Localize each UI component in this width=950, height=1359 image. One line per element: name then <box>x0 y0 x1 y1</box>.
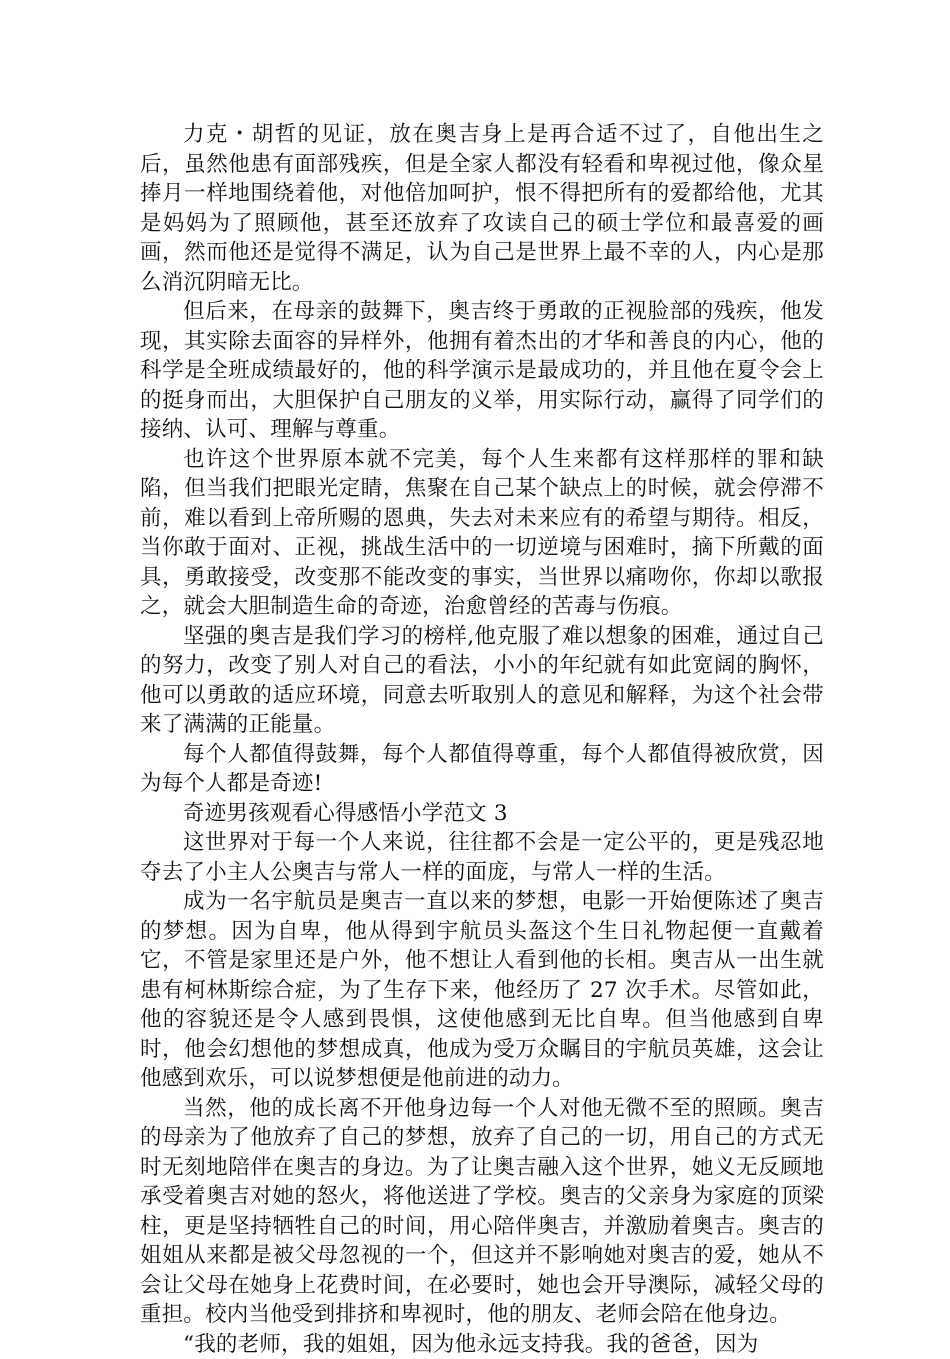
paragraph-5: 每个人都值得鼓舞，每个人都值得尊重，每个人都值得被欣赏，因为每个人都是奇迹! <box>140 740 824 799</box>
document-body <box>140 120 824 1359</box>
section-paragraph-3: 当然，他的成长离不开他身边每一个人对他无微不至的照顾。奥吉的母亲为了他放弃了自己的梦想，放弃了自己的一切，用自己的方式无时无刻地陪伴在奥吉的身边。为了让奥吉融入这个世界，她义无反顾地承受着奥吉对她的怒火，将他送进了学校。奥吉的父亲身为家庭的顶梁柱，更是坚持牺牲自己的时间，用心陪伴奥吉，并激励着奥吉。奥吉的姐姐从来都是被父母忽视的一个，但这并不影响她对奥吉的爱，她从不会让父母在她身上花费时间，在必要时，她也会开导澳际，减轻父母的重担。校内当他受到排挤和卑视时，他的朋友、老师会陪在他身边。 <box>140 1094 824 1330</box>
paragraph-4: 坚强的奥吉是我们学习的榜样,他克服了难以想象的困难，通过自己的努力，改变了别人对自己的看法，小小的年纪就有如此宽阔的胸怀，他可以勇敢的适应环境，同意去听取别人的意见和解释，为这个社会带来了满满的正能量。 <box>140 622 824 740</box>
paragraph-1: 力克・胡哲的见证，放在奥吉身上是再合适不过了，自他出生之后，虽然他患有面部残疾，但是全家人都没有轻看和卑视过他，像众星捧月一样地围绕着他，对他倍加呵护，恨不得把所有的爱都给他，尤其是妈妈为了照顾他，甚至还放弃了攻读自己的硕士学位和最喜爱的画画，然而他还是觉得不满足，认为自己是世界上最不幸的人，内心是那么消沉阴暗无比。 <box>140 120 824 297</box>
section-paragraph-4: “我的老师，我的姐姐，因为他永远支持我。我的爸爸，因为 <box>140 1330 824 1359</box>
section-paragraph-1: 这世界对于每一个人来说，往往都不会是一定公平的，更是残忍地夺去了小主人公奥吉与常人一样的面庞，与常人一样的生活。 <box>140 828 824 887</box>
paragraph-3: 也许这个世界原本就不完美，每个人生来都有这样那样的罪和缺陷，但当我们把眼光定睛，焦聚在自己某个缺点上的时候，就会停滞不前，难以看到上帝所赐的恩典，失去对未来应有的希望与期待。相反，当你敢于面对、正视，挑战生活中的一切逆境与困难时，摘下所戴的面具，勇敢接受，改变那不能改变的事实，当世界以痛吻你，你却以歌报之，就会大胆制造生命的奇迹，治愈曾经的苦毒与伤痕。 <box>140 445 824 622</box>
paragraph-2: 但后来，在母亲的鼓舞下，奥吉终于勇敢的正视脸部的残疾，他发现，其实除去面容的异样外，他拥有着杰出的才华和善良的内心，他的科学是全班成绩最好的，他的科学演示是最成功的，并且他在夏令会上的挺身而出，大胆保护自己朋友的义举，用实际行动，赢得了同学们的接纳、认可、理解与尊重。 <box>140 297 824 445</box>
section-paragraph-2: 成为一名宇航员是奥吉一直以来的梦想，电影一开始便陈述了奥吉的梦想。因为自卑，他从得到宇航员头盔这个生日礼物起便一直戴着它，不管是家里还是户外，他不想让人看到他的长相。奥吉从一出生就患有柯林斯综合症，为了生存下来，他经历了 27 次手术。尽管如此，他的容貌还是令人感到畏惧，这使他感到无比自卑。但当他感到自卑时，他会幻想他的梦想成真，他成为受万众瞩目的宇航员英雄，这会让他感到欢乐，可以说梦想便是他前进的动力。 <box>140 887 824 1094</box>
section-heading: 奇迹男孩观看心得感悟小学范文 3 <box>140 799 824 829</box>
